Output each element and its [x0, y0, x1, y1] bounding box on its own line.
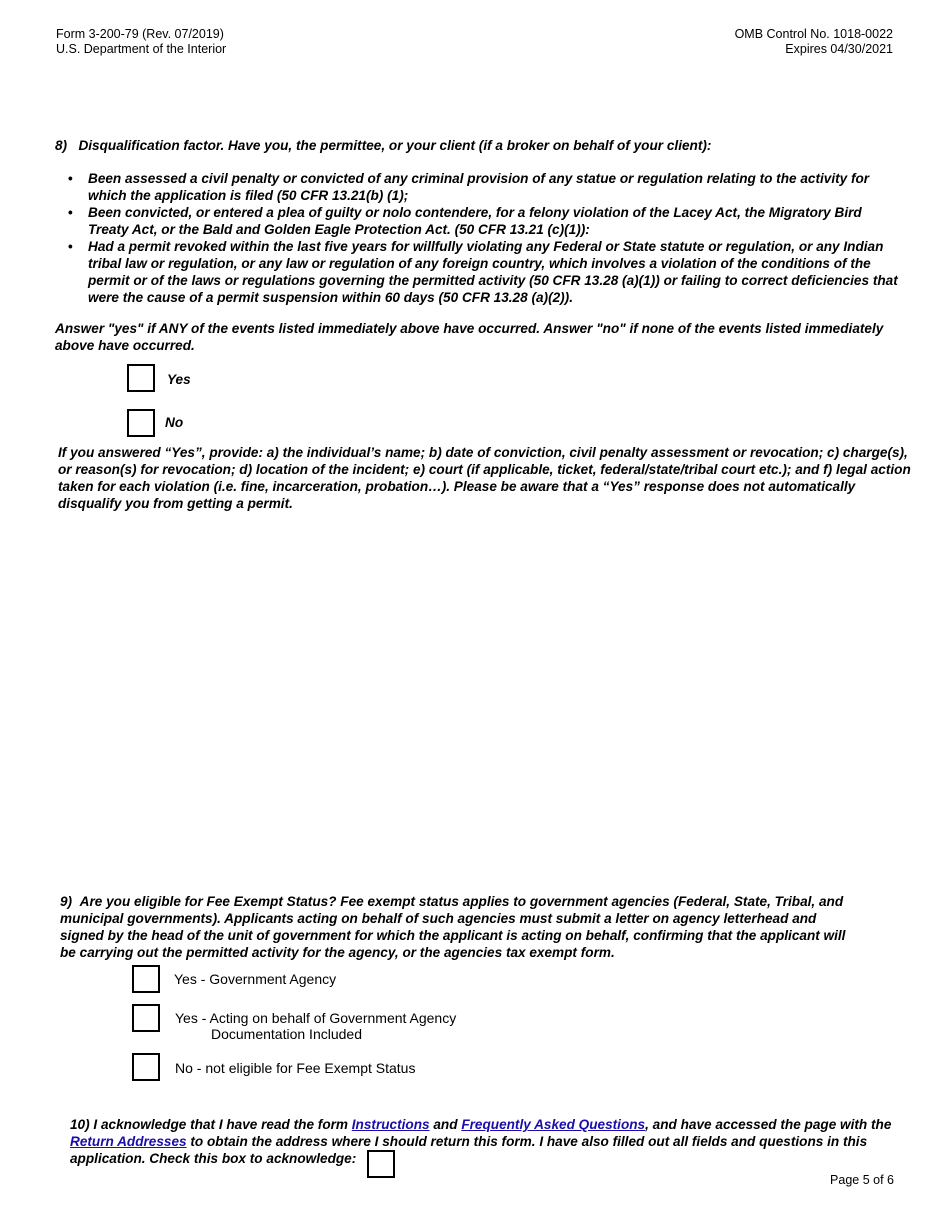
return-addresses-link[interactable]: Return Addresses	[70, 1134, 187, 1149]
q8-no-label: No	[165, 415, 184, 430]
q9-not-eligible-checkbox[interactable]	[132, 1053, 160, 1081]
q10-text: and	[429, 1117, 462, 1132]
q10-text: 10) I acknowledge that I have read the form	[70, 1117, 352, 1132]
form-number: Form 3-200-79 (Rev. 07/2019)	[56, 27, 224, 41]
q8-yes-checkbox[interactable]	[127, 364, 155, 392]
instructions-link[interactable]: Instructions	[351, 1117, 430, 1132]
department-name: U.S. Department of the Interior	[56, 42, 227, 56]
q9-acting-on-behalf-line2: Documentation Included	[211, 1026, 362, 1042]
q9-government-agency-checkbox[interactable]	[132, 965, 160, 993]
q10-acknowledge-checkbox[interactable]	[367, 1150, 395, 1178]
q9-not-eligible-label: No - not eligible for Fee Exempt Status	[175, 1060, 416, 1076]
q9-heading	[60, 893, 850, 961]
q8-prompt: Disqualification factor. Have you, the permittee, or your client (if a broker on behalf of your client):	[78, 138, 712, 153]
q8-bullet-list	[88, 170, 903, 306]
q10-text: to obtain the address where I should return this form. I have also filled out all fields and questions in this application. Check this box to acknowledge:	[70, 1134, 868, 1166]
q8-bullet-item: • Been convicted, or entered a plea of guilty or nolo contendere, for a felony violation of the Lacey Act, the Migratory Bird Treaty Act, or the Bald and Golden Eagle Protection Act. (50 CFR 13.21 (c)(1)):	[88, 204, 903, 238]
q8-bullet-item: • Been assessed a civil penalty or convicted of any criminal provision of any statue or regulation relating to the activity for which the application is filed (50 CFR 13.21(b) (1);	[88, 170, 903, 204]
faq-link[interactable]: Frequently Asked Questions	[461, 1117, 646, 1132]
q8-yes-label: Yes	[167, 372, 191, 387]
q9-prompt: Are you eligible for Fee Exempt Status? Fee exempt status applies to government agencies (Federal, State, Tribal, and municipal governments). Applicants acting on behalf of such agencies must submit a letter on agency letterhead and signed by the head of the unit of government for which the applicant is acting on behalf, confirming that the applicant will be carrying out the permitted activity for the agency, or the agencies tax exempt form.	[60, 894, 846, 960]
form-header-right	[735, 27, 893, 57]
q8-number: 8)	[55, 138, 68, 153]
q9-number: 9)	[60, 894, 73, 909]
q8-no-checkbox[interactable]	[127, 409, 155, 437]
q8-answer-instruction: Answer "yes" if ANY of the events listed immediately above have occurred. Answer "no" if none of the events listed immediately above have occurred.	[55, 321, 884, 353]
q8-heading	[55, 137, 915, 154]
q8-bullet-item: • Had a permit revoked within the last five years for willfully violating any Federal or State statute or regulation, or any Indian tribal law or regulation, or any law or regulation of any foreign country, which involves a violation of the conditions of the permit or of the laws or regulations governing the permitted activity (50 CFR 13.28 (a)(1)) or failing to correct deficiencies that were the cause of a permit suspension within 60 days (50 CFR 13.28 (a)(2)).	[88, 238, 903, 306]
expiration-date: Expires 04/30/2021	[785, 42, 893, 56]
q9-acting-on-behalf-line1: Yes - Acting on behalf of Government Agency	[175, 1010, 457, 1026]
q9-acting-on-behalf-checkbox[interactable]	[132, 1004, 160, 1032]
q10-acknowledgement	[70, 1116, 918, 1167]
page-number: Page 5 of 6	[830, 1173, 894, 1187]
form-header-left	[56, 27, 226, 57]
q10-text: , and have accessed the page with the	[645, 1117, 892, 1132]
omb-control-number: OMB Control No. 1018-0022	[734, 27, 893, 41]
q9-government-agency-label: Yes - Government Agency	[174, 971, 337, 987]
q9-acting-on-behalf-label	[175, 1010, 456, 1042]
q8-yes-details: If you answered “Yes”, provide: a) the individual’s name; b) date of conviction, civil penalty assessment or revocation; c) charge(s), or reason(s) for revocation; d) location of the incident; e) court (if applicable, ticket, federal/state/tribal court etc.); and f) legal action taken for each violation (i.e. fine, incarceration, probation…). Please be aware that a “Yes” response does not automatically disqualify you from getting a permit.	[58, 445, 911, 511]
